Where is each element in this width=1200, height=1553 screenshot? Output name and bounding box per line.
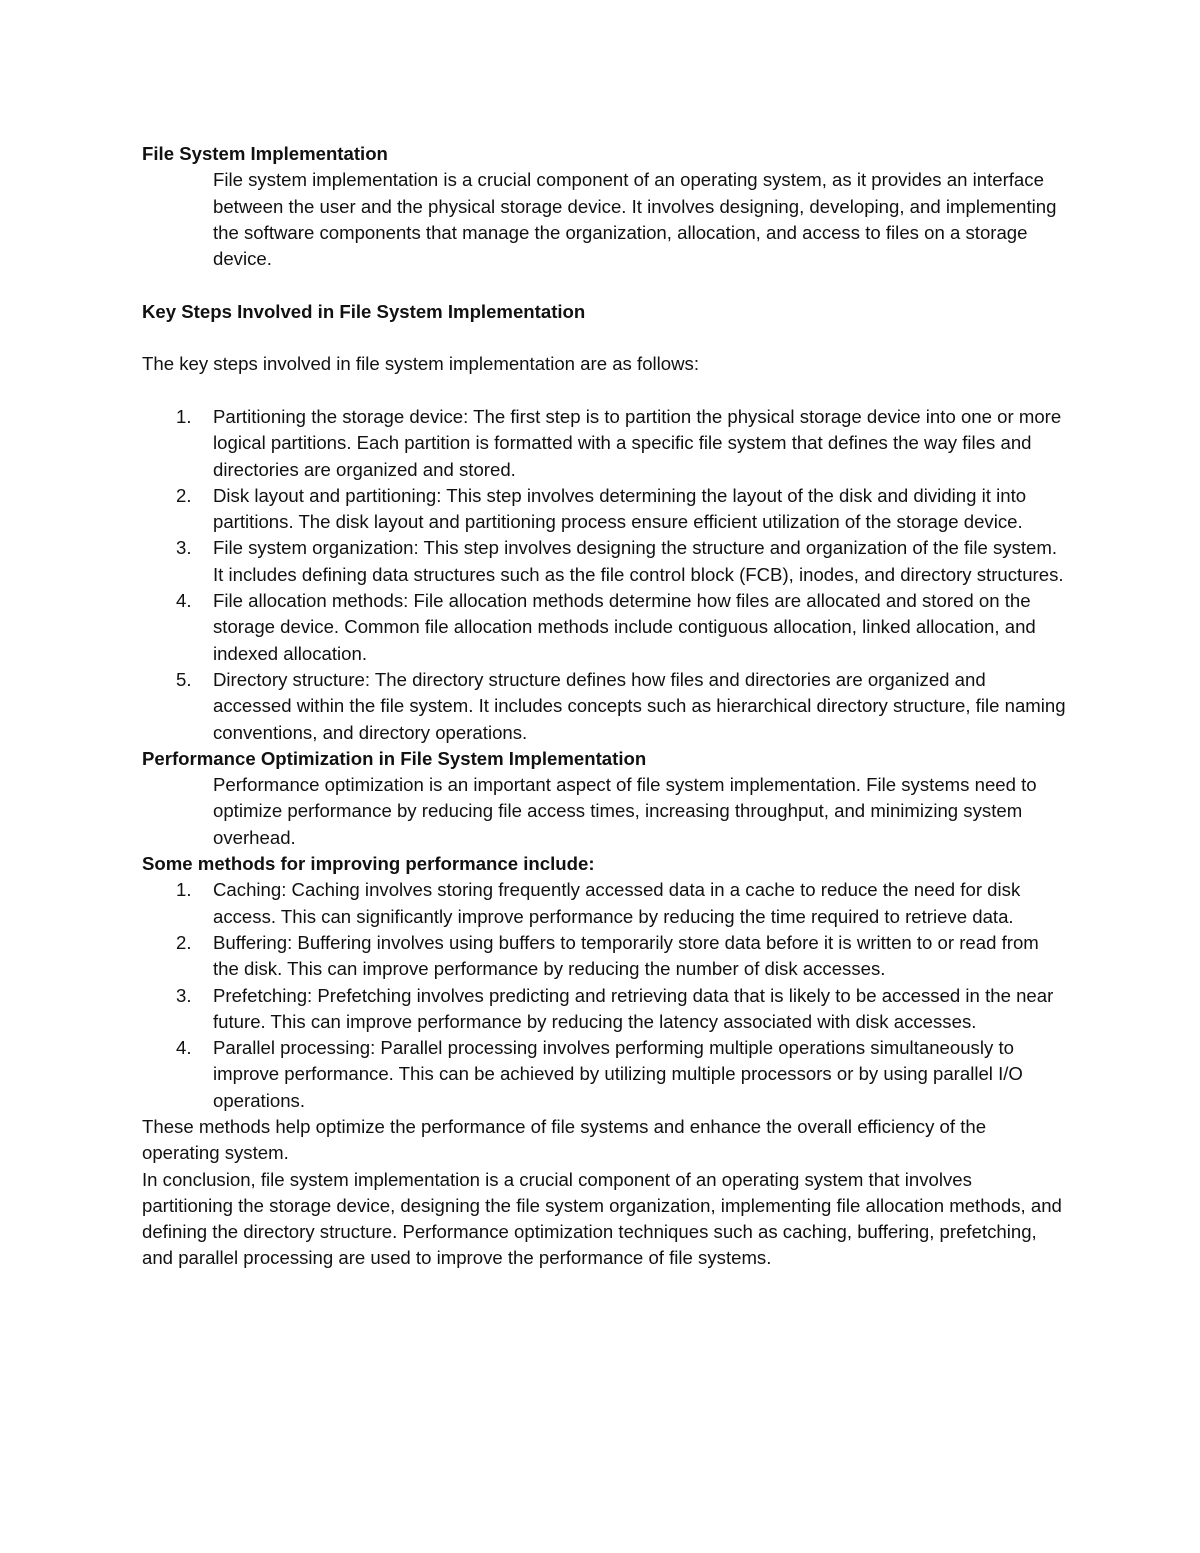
list-item — [142, 930, 1067, 983]
methods-summary: These methods help optimize the performance of file systems and enhance the overall efficiency of the operating system. — [142, 1115, 987, 1164]
list-item-text: Directory structure: The directory structure defines how files and directories are organized and accessed within the file system. It includes concepts such as hierarchical directory structure, file naming conventions, and directory operations. — [213, 668, 1066, 743]
section-body-file-system-implementation: File system implementation is a crucial component of an operating system, as it provides an interface between the user and the physical storage device. It involves designing, developing, and implementing the software components that manage the organization, allocation, and access to files on a storage device. — [213, 169, 1057, 270]
list-number: 4. — [176, 590, 192, 612]
list-number: 2. — [176, 484, 192, 506]
spacer — [142, 378, 1067, 404]
list-item-text: Disk layout and partitioning: This step involves determining the layout of the disk and dividing it into partitions. The disk layout and partitioning process ensure efficient utilization of the storage device. — [213, 484, 1027, 533]
section-heading-performance-optimization: Performance Optimization in File System Implementation — [142, 747, 647, 769]
list-item-text: Partitioning the storage device: The first step is to partition the physical storage device into one or more logical partitions. Each partition is formatted with a specific file system that defines the way files and directories are organized and stored. — [213, 405, 1062, 480]
list-item-text: File allocation methods: File allocation methods determine how files are allocated and stored on the storage device. Common file allocation methods include contiguous allocation, linked allocation, and indexed allocation. — [213, 590, 1036, 664]
spacer — [142, 325, 1067, 351]
list-number: 1. — [176, 405, 192, 427]
list-item-text: Caching: Caching involves storing frequently accessed data in a cache to reduce the need for disk access. This can significantly improve performance by reducing the time required to retrieve data. — [213, 879, 1021, 927]
list-number: 3. — [176, 537, 192, 559]
spacer — [142, 272, 1067, 298]
list-number: 4. — [176, 1037, 192, 1059]
document-page — [142, 141, 1067, 1272]
list-item-text: Buffering: Buffering involves using buffers to temporarily store data before it is written to or read from the disk. This can improve performance by reducing the number of disk accesses. — [213, 931, 1039, 980]
section-heading-file-system-implementation: File System Implementation — [142, 143, 388, 164]
list-item — [142, 588, 1067, 667]
list-number: 5. — [176, 668, 192, 690]
list-item-text: File system organization: This step involves designing the structure and organization of the file system. It includes defining data structures such as the file control block (FCB), inodes, and directory structures. — [213, 537, 1064, 585]
list-item — [142, 483, 1067, 536]
list-item — [142, 667, 1067, 746]
list-number: 2. — [176, 931, 192, 953]
list-item-text: Parallel processing: Parallel processing involves performing multiple operations simultaneously to improve performance. This can be achieved by utilizing multiple processors or by using parallel I/O operations. — [213, 1037, 1023, 1111]
list-item — [142, 877, 1067, 930]
list-item — [142, 983, 1067, 1036]
methods-list — [142, 877, 1067, 1114]
list-number: 3. — [176, 984, 192, 1006]
list-item — [142, 404, 1067, 483]
section-heading-key-steps: Key Steps Involved in File System Implementation — [142, 300, 586, 322]
section-heading-methods: Some methods for improving performance include: — [142, 853, 595, 875]
conclusion-paragraph: In conclusion, file system implementation is a crucial component of an operating system that involves partitioning the storage device, designing the file system organization, implementing file allocation methods, and defining the directory structure. Performance optimization techniques such as caching, buffering, prefetching, and parallel processing are used to improve the performance of file systems. — [142, 1168, 1062, 1269]
list-item-text: Prefetching: Prefetching involves predicting and retrieving data that is likely to be accessed in the near future. This can improve performance by reducing the latency associated with disk accesses. — [213, 984, 1054, 1032]
list-number: 1. — [176, 879, 192, 901]
list-item — [142, 1035, 1067, 1114]
key-steps-list — [142, 404, 1067, 746]
section-body-performance-optimization: Performance optimization is an important aspect of file system implementation. File systems need to optimize performance by reducing file access times, increasing throughput, and minimizing system overhead. — [213, 774, 1037, 848]
key-steps-intro: The key steps involved in file system implementation are as follows: — [142, 353, 700, 375]
list-item — [142, 535, 1067, 588]
